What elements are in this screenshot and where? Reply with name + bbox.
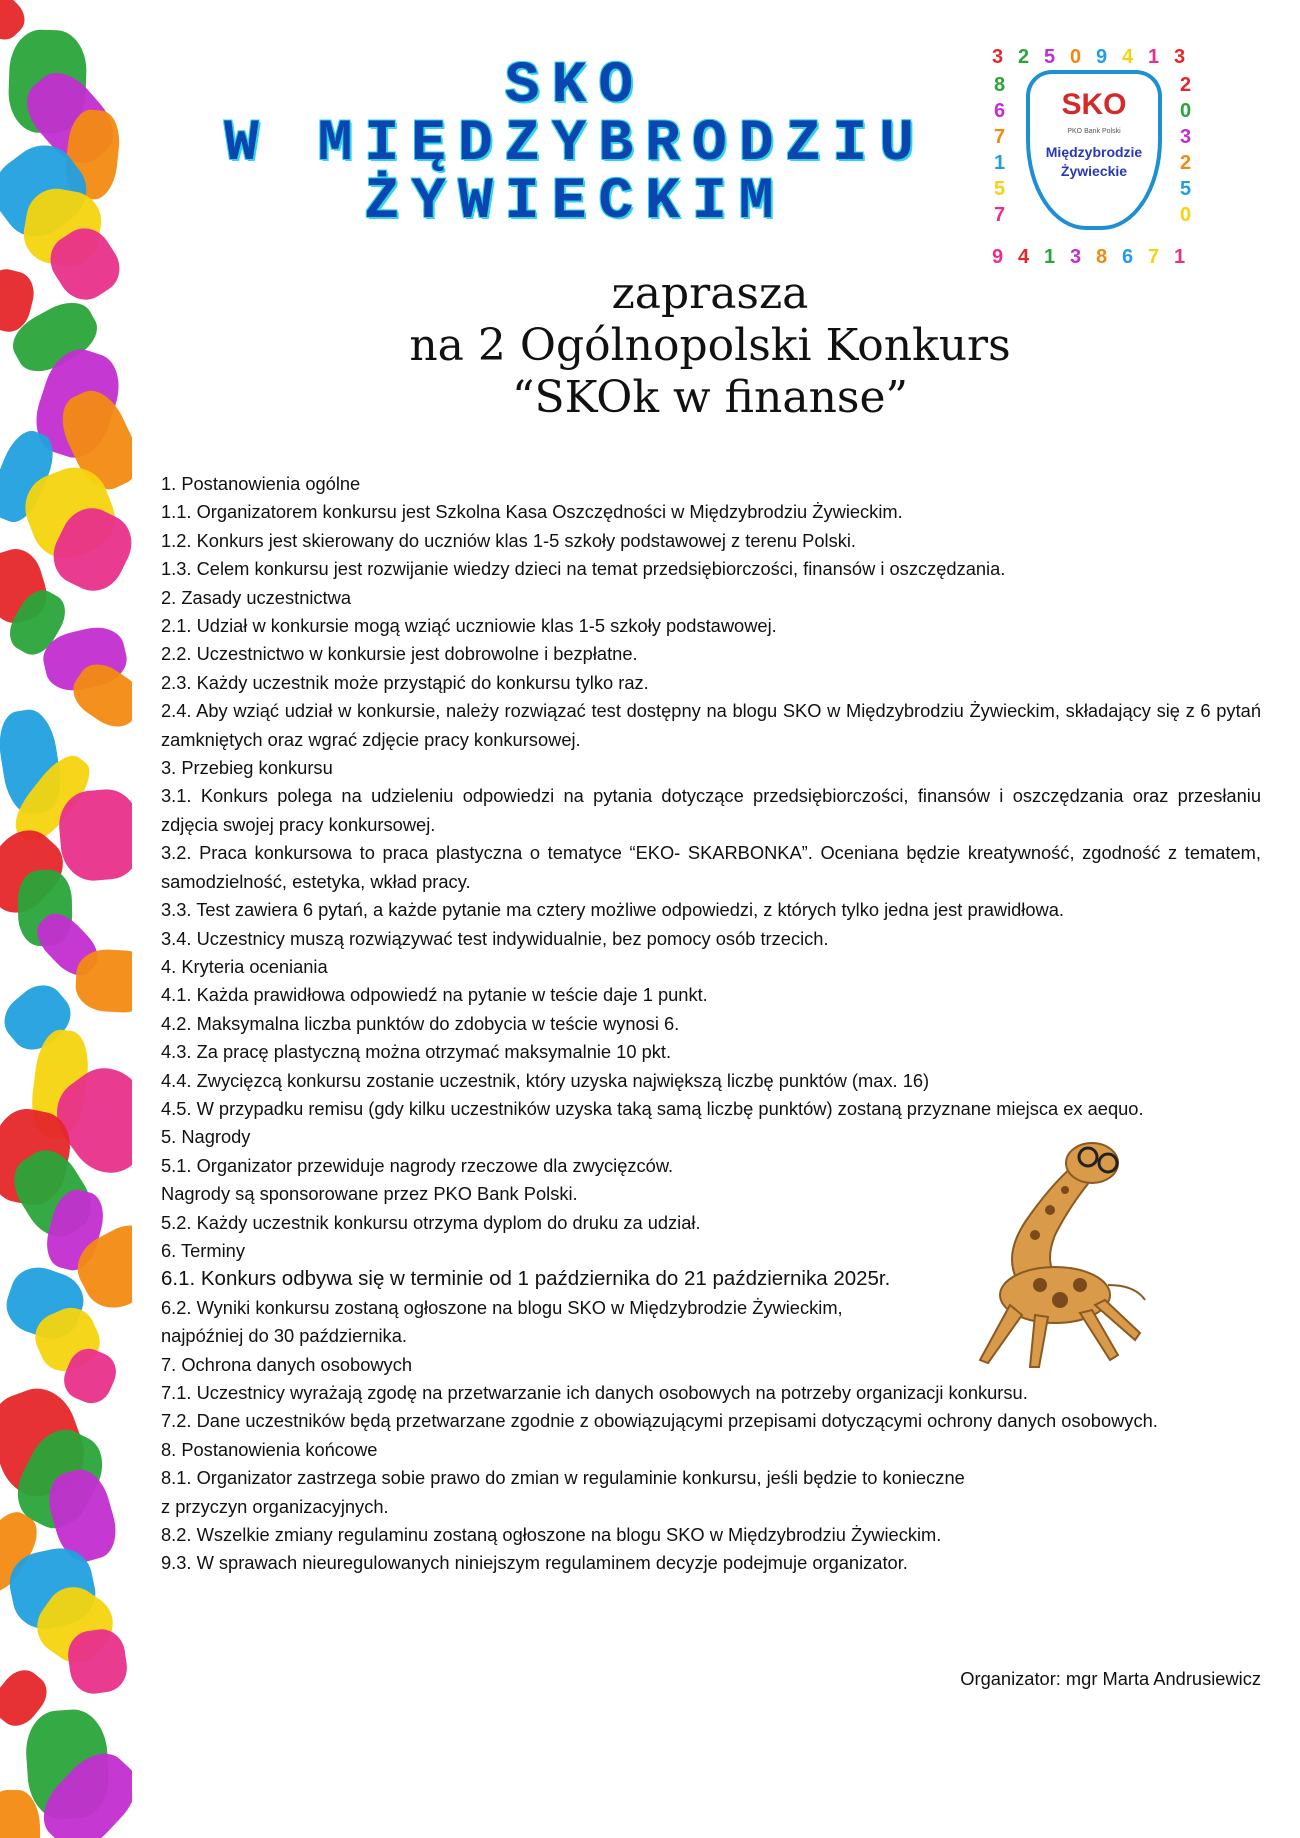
invite-line: na 2 Ogólnopolski Konkurs — [409, 320, 1011, 371]
logo-digit-decoration: 0 — [1180, 204, 1192, 226]
rule-line: 4.3. Za pracę plastyczną można otrzymać maksymalnie 10 pkt. — [161, 1041, 672, 1063]
number-shape — [56, 787, 132, 884]
invite-line: “SKOk w finanse” — [511, 372, 909, 423]
sko-logo — [990, 48, 1198, 270]
rule-line: 1.1. Organizatorem konkursu jest Szkolna Kasa Oszczędności w Międzybrodziu Żywieckim. — [161, 501, 903, 523]
rule-line: 2.2. Uczestnictwo w konkursie jest dobrowolne i bezpłatne. — [161, 643, 638, 665]
rule-line: najpóźniej do 30 października. — [161, 1325, 407, 1347]
rule-line: 3.4. Uczestnicy muszą rozwiązywać test indywidualnie, bez pomocy osób trzecich. — [161, 927, 829, 949]
giraffe-illustration — [960, 1135, 1160, 1375]
logo-digit-decoration: 8 — [994, 74, 1006, 96]
rule-line: 7.1. Uczestnicy wyrażają zgodę na przetwarzanie ich danych osobowych na potrzeby organizacji konkursu. — [161, 1382, 1028, 1403]
rule-line: 6. Terminy — [161, 1239, 245, 1261]
shield-icon — [1026, 70, 1162, 230]
logo-digit-decoration: 2 — [1180, 74, 1192, 96]
logo-digit-decoration: 3 — [1180, 126, 1192, 148]
rule-line: 8. Postanowienia końcowe — [161, 1438, 378, 1460]
rule-line: 3.3. Test zawiera 6 pytań, a każde pytanie ma cztery możliwe odpowiedzi, z których tylko jedna jest prawidłowa. — [161, 899, 1064, 921]
logo-digit-decoration: 5 — [1044, 48, 1056, 68]
logo-digit-decoration: 3 — [1070, 246, 1082, 268]
logo-digit-decoration: 4 — [1018, 246, 1030, 268]
logo-bank: PKO Bank Polski — [1067, 128, 1121, 135]
logo-digit-decoration: 1 — [994, 152, 1006, 174]
rule-line: 8.1. Organizator zastrzega sobie prawo do zmian w regulaminie konkursu, jeśli będzie to konieczne — [161, 1467, 965, 1489]
logo-digit-decoration: 7 — [994, 204, 1006, 226]
rule-line: z przyczyn organizacyjnych. — [161, 1495, 389, 1517]
logo-digit-decoration: 1 — [1174, 246, 1186, 268]
rules-list — [161, 470, 1261, 1578]
rule-line: 7.2. Dane uczestników będą przetwarzane zgodnie z obowiązującymi przepisami dotyczącymi ochrony danych osobowych. — [161, 1410, 1158, 1432]
rule-line: 8.2. Wszelkie zmiany regulaminu zostaną ogłoszone na blogu SKO w Międzybrodziu Żywieckim. — [161, 1524, 942, 1546]
rule-line: 4.1. Każda prawidłowa odpowiedź na pytanie w teście daje 1 punkt. — [161, 984, 708, 1006]
rule-line: 1. Postanowienia ogólne — [161, 473, 361, 494]
rule-line: 4.5. W przypadku remisu (gdy kilku uczestników uzyska taką samą liczbę punktów) zostaną przyznane miejsca ex aequo. — [161, 1097, 1144, 1119]
logo-digit-decoration: 5 — [994, 178, 1006, 200]
rule-line: 5.1. Organizator przewiduje nagrody rzeczowe dla zwycięzców. — [161, 1154, 674, 1176]
logo-brand: SKO — [1061, 88, 1127, 121]
logo-digit-decoration: 3 — [992, 48, 1004, 68]
logo-digit-decoration: 9 — [992, 246, 1004, 268]
logo-digit-decoration: 0 — [1070, 48, 1082, 68]
rule-line: 6.1. Konkurs odbywa się w terminie od 1 października do 21 października 2025r. — [161, 1267, 891, 1291]
rule-line: 4. Kryteria oceniania — [161, 955, 328, 977]
title-line: SKO — [504, 54, 646, 119]
decorative-numbers-border — [0, 0, 132, 1838]
logo-digit-decoration: 6 — [1122, 246, 1134, 268]
rule-line: 1.3. Celem konkursu jest rozwijanie wiedzy dzieci na temat przedsiębiorczości, finansów i oszczędzania. — [161, 558, 1006, 580]
rule-line: 4.2. Maksymalna liczba punktów do zdobycia w teście wynosi 6. — [161, 1012, 680, 1034]
rule-line: 4.4. Zwycięzcą konkursu zostanie uczestnik, który uzyska największą liczbę punktów (max. 16) — [161, 1069, 930, 1091]
rule-line: 3. Przebieg konkursu — [161, 757, 333, 779]
logo-digit-decoration: 4 — [1122, 48, 1134, 68]
rule-line: 5.2. Każdy uczestnik konkursu otrzyma dyplom do druku za udział. — [161, 1211, 701, 1233]
invitation-heading — [330, 268, 1090, 424]
logo-digit-decoration: 3 — [1174, 48, 1186, 68]
rule-line: 1.2. Konkurs jest skierowany do uczniów klas 1-5 szkoły podstawowej z terenu Polski. — [161, 529, 857, 551]
organizer-signature: Organizator: mgr Marta Andrusiewicz — [960, 1668, 1261, 1689]
logo-digit-decoration: 6 — [994, 100, 1006, 122]
rule-line: Nagrody są sponsorowane przez PKO Bank Polski. — [161, 1183, 578, 1205]
rule-line: 3.1. Konkurs polega na udzieleniu odpowiedzi na pytania dotyczące przedsiębiorczości, finansów i oszczędzania oraz przesłaniu zdjęcia swojej pracy konkursowej. — [161, 785, 1261, 835]
logo-digit-decoration: 9 — [1096, 48, 1108, 68]
rule-line: 5. Nagrody — [161, 1126, 251, 1148]
title-line: ŻYWIECKIM — [364, 170, 786, 235]
logo-digit-decoration: 0 — [1180, 100, 1192, 122]
logo-place-line: Żywieckie — [1060, 163, 1128, 179]
logo-digit-decoration: 7 — [994, 126, 1006, 148]
logo-digit-decoration: 2 — [1018, 48, 1030, 68]
logo-place-line: Międzybrodzie — [1045, 144, 1143, 160]
invite-line: zaprasza — [611, 268, 809, 319]
rule-line: 6.2. Wyniki konkursu zostaną ogłoszone na blogu SKO w Międzybrodzie Żywieckim, — [161, 1296, 843, 1318]
logo-place — [1030, 143, 1158, 181]
rule-line: 2.3. Każdy uczestnik może przystąpić do konkursu tylko raz. — [161, 671, 649, 693]
rule-line: 2. Zasady uczestnictwa — [161, 586, 352, 608]
rule-line: 2.4. Aby wziąć udział w konkursie, należy rozwiązać test dostępny na blogu SKO w Międzybrodziu Żywieckim, składający się z 6 pytań zamkniętych oraz wgrać zdjęcie pracy konkursowej. — [161, 700, 1261, 750]
logo-digit-decoration: 7 — [1148, 246, 1160, 268]
logo-digit-decoration: 2 — [1180, 152, 1192, 174]
logo-digit-decoration: 5 — [1180, 178, 1192, 200]
title-line: W MIĘDZYBRODZIU — [223, 112, 927, 177]
rule-line: 9.3. W sprawach nieuregulowanych niniejszym regulaminem decyzje podejmuje organizator. — [161, 1552, 908, 1574]
logo-digit-decoration: 8 — [1096, 246, 1108, 268]
rule-line: 2.1. Udział w konkursie mogą wziąć uczniowie klas 1-5 szkoły podstawowej. — [161, 615, 777, 637]
rule-line: 3.2. Praca konkursowa to praca plastyczna o tematyce “EKO- SKARBONKA”. Oceniana będzie kreatywność, zgodność z tematem, samodzielność, estetyka, wkład pracy. — [161, 842, 1261, 892]
logo-digit-decoration: 1 — [1044, 246, 1056, 268]
rule-line: 7. Ochrona danych osobowych — [161, 1353, 413, 1375]
logo-digit-decoration: 1 — [1148, 48, 1160, 68]
number-shape — [65, 1626, 130, 1696]
number-shape — [74, 948, 132, 1014]
page-title — [200, 54, 950, 235]
